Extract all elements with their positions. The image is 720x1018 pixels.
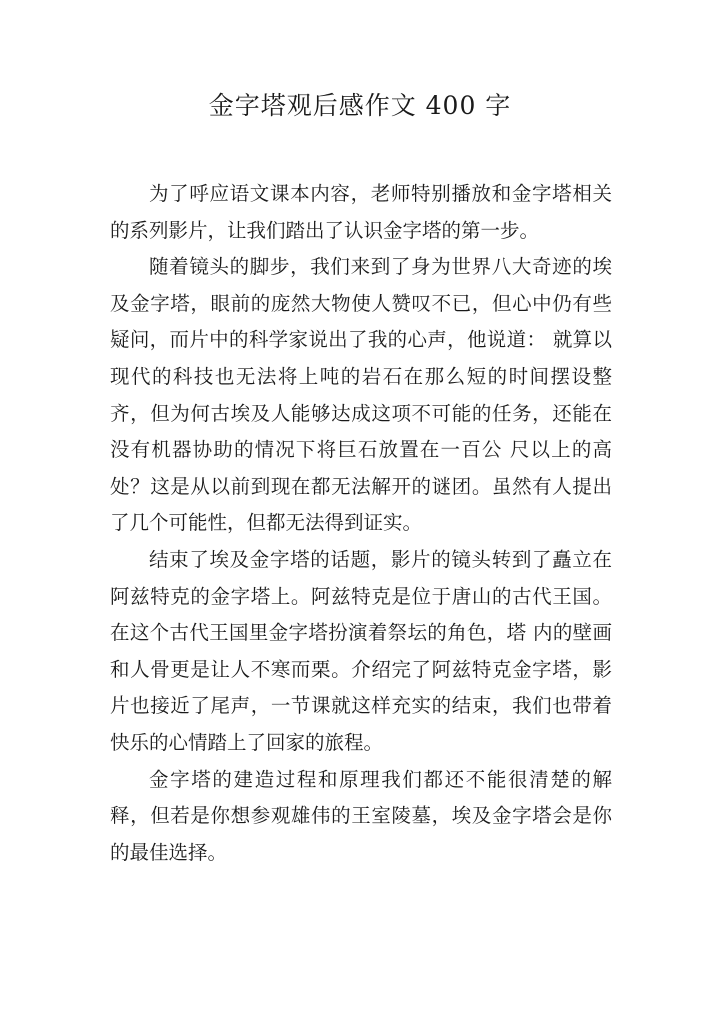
paragraph-2: 随着镜头的脚步，我们来到了身为世界八大奇迹的埃及金字塔，眼前的庞然大物使人赞叹不已，但心中仍有些疑问，而片中的科学家说出了我的心声，他说道： 就算以现代的科技也无法将上吨的岩石在那么短的时间摆设整齐，但为何古埃及人能够达成这项不可能的任务，还能在没有机器协助的情况下将巨石放置在一百公 尺以上的高处？这是从以前到现在都无法解开的谜团。虽然有人提出了几个可能性，但都无法得到证实。 (110, 255, 612, 535)
document-title: 金字塔观后感作文 400 字 (208, 91, 512, 120)
paragraph-3: 结束了埃及金字塔的话题，影片的镜头转到了矗立在阿兹特克的金字塔上。阿兹特克是位于唐山的古代王国。在这个古代王国里金字塔扮演着祭坛的角色，塔 内的壁画和人骨更是让人不寒而栗。介绍完了阿兹特克金字塔，影片也接近了尾声，一节课就这样充实的结束，我们也带着快乐的心情踏上了回家的旅程。 (110, 547, 612, 754)
paragraph-4: 金字塔的建造过程和原理我们都还不能很清楚的解释，但若是你想参观雄伟的王室陵墓，埃及金字塔会是你的最佳选择。 (110, 767, 612, 864)
document-body (110, 176, 612, 871)
paragraph-1: 为了呼应语文课本内容，老师特别播放和金字塔相关的系列影片，让我们踏出了认识金字塔的第一步。 (110, 182, 612, 242)
